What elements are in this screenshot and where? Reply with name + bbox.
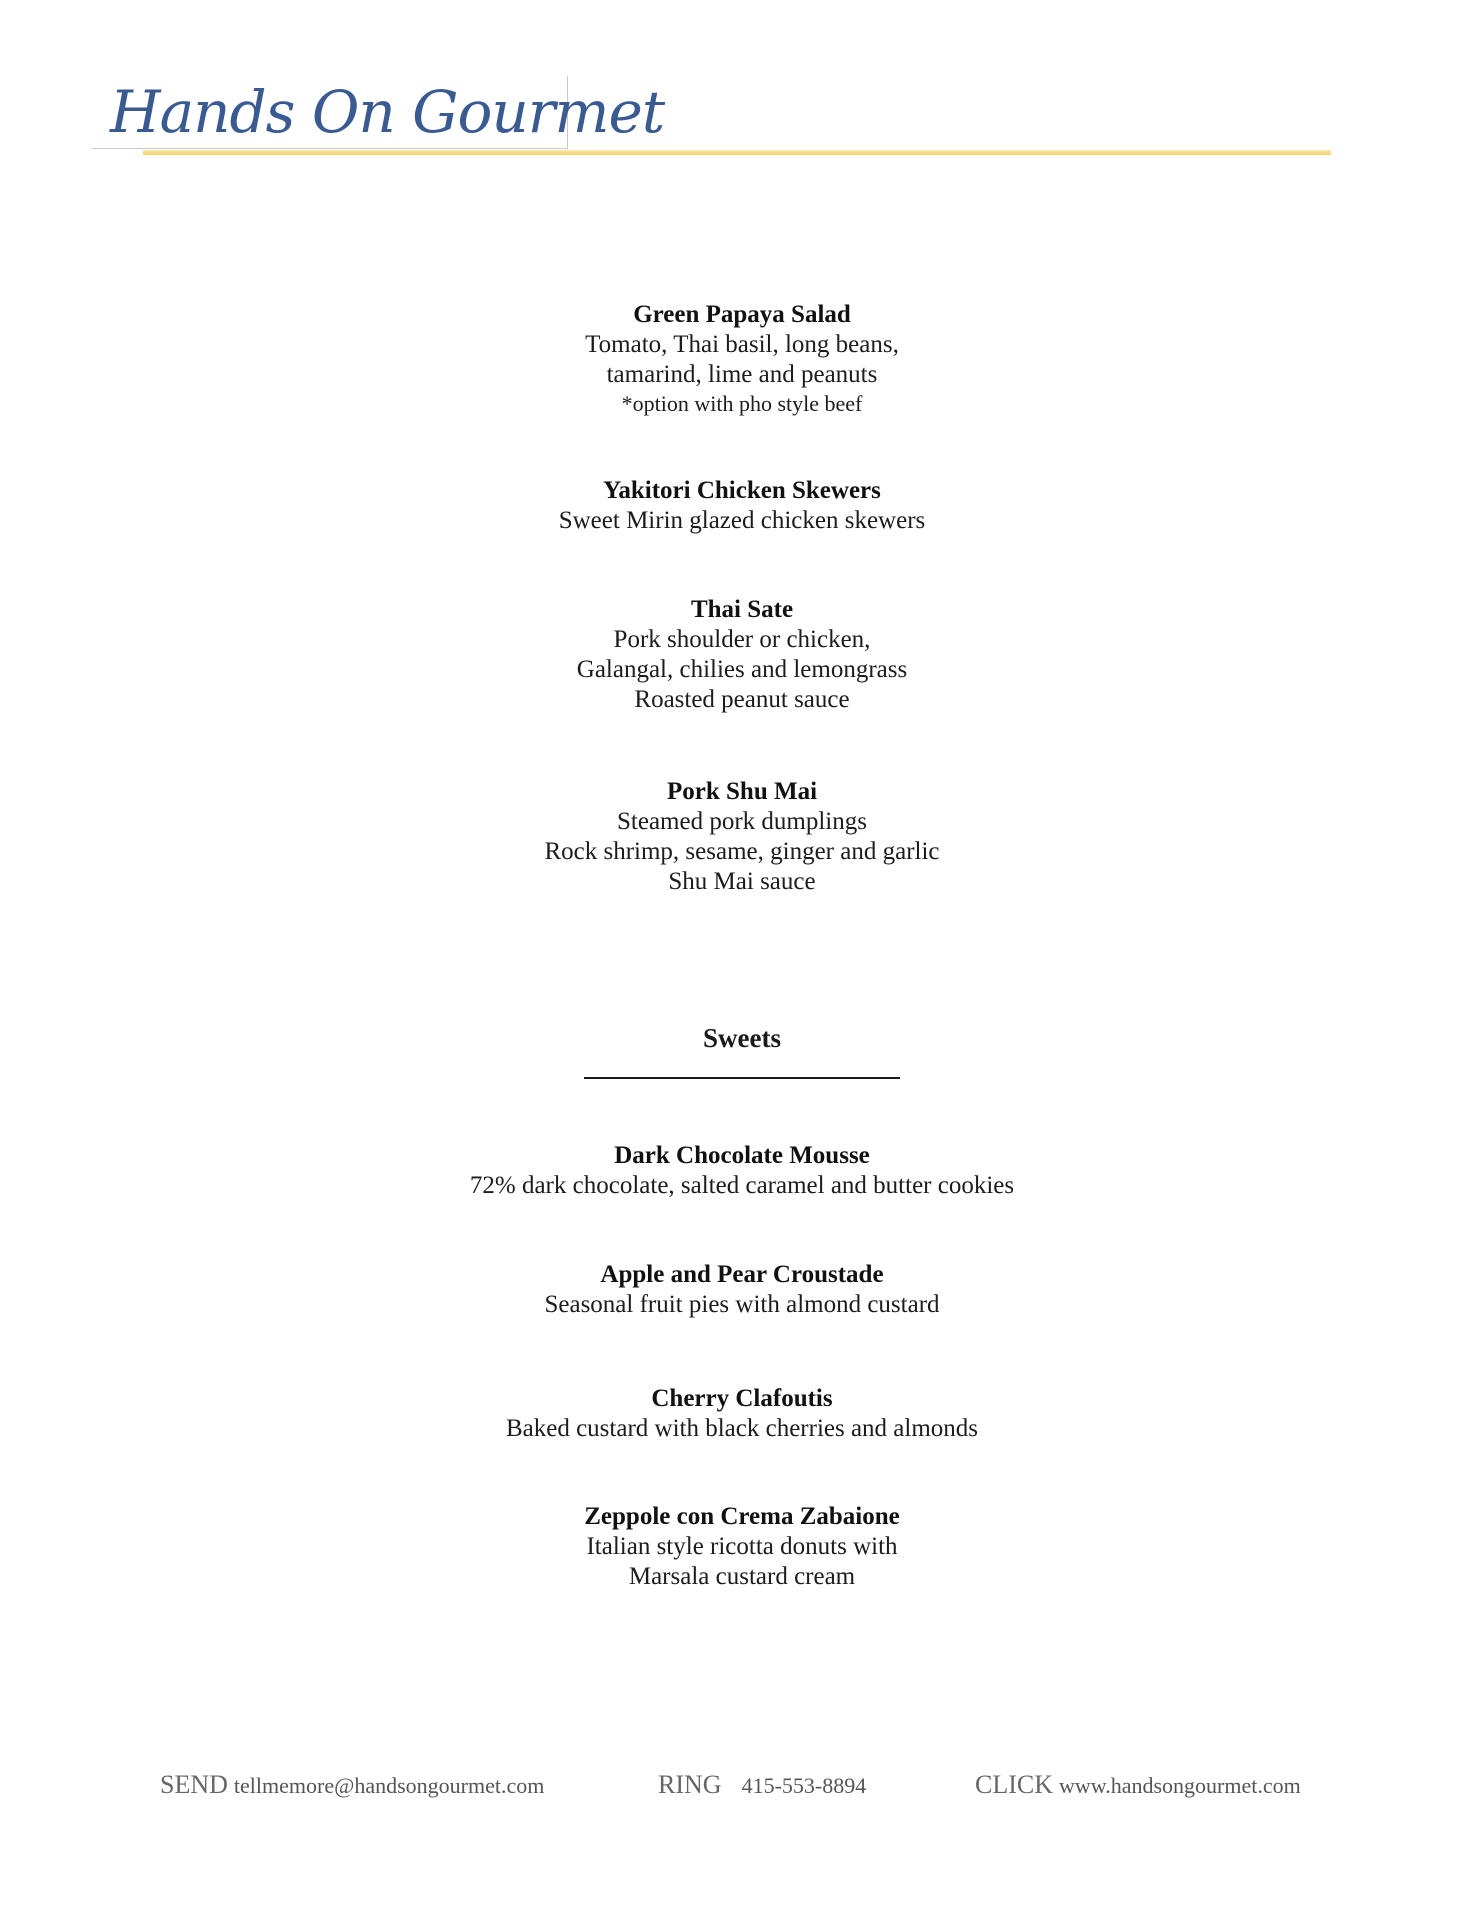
logo — [92, 76, 665, 149]
footer-ring — [658, 1770, 866, 1801]
menu-item-yakitori-chicken-skewers — [0, 476, 1484, 536]
header-divider — [143, 150, 1331, 155]
menu-item-pork-shu-mai — [0, 777, 1484, 897]
menu-item-title: Apple and Pear Croustade — [600, 1261, 884, 1288]
menu-item-description: Steamed pork dumplings — [617, 808, 867, 835]
menu-item-note: *option with pho style beef — [621, 391, 863, 416]
menu-item-description: Tomato, Thai basil, long beans, — [585, 331, 899, 358]
section-divider — [584, 1077, 900, 1079]
menu-item-description: Shu Mai sauce — [668, 868, 816, 895]
phone-link[interactable]: 415-553-8894 — [741, 1773, 867, 1798]
menu-item-description: 72% dark chocolate, salted caramel and butter cookies — [469, 1172, 1015, 1199]
menu-item-thai-sate — [0, 595, 1484, 715]
menu-item-description: Roasted peanut sauce — [634, 686, 850, 713]
menu-item-description: Pork shoulder or chicken, — [613, 626, 871, 653]
footer-click-label: CLICK — [975, 1770, 1053, 1799]
menu-item-dark-chocolate-mousse — [0, 1141, 1484, 1201]
menu-item-title: Dark Chocolate Mousse — [614, 1142, 870, 1169]
footer-send-label: SEND — [160, 1770, 228, 1799]
menu-item-description: Italian style ricotta donuts with — [586, 1533, 898, 1560]
menu-item-title: Zeppole con Crema Zabaione — [584, 1503, 900, 1530]
menu-item-description: Sweet Mirin glazed chicken skewers — [558, 507, 926, 534]
menu-item-description: Seasonal fruit pies with almond custard — [544, 1291, 940, 1318]
menu-item-apple-and-pear-croustade — [0, 1260, 1484, 1320]
menu-item-title: Pork Shu Mai — [666, 778, 818, 805]
footer-ring-label: RING — [658, 1770, 722, 1799]
footer-click — [975, 1770, 1301, 1801]
logo-text: Hands On Gourmet — [110, 78, 665, 146]
section-heading-sweets: Sweets — [703, 1023, 781, 1053]
menu-item-title: Yakitori Chicken Skewers — [603, 477, 881, 504]
menu-item-description: Rock shrimp, sesame, ginger and garlic — [544, 838, 940, 865]
menu-item-zeppole-con-crema-zabaione — [0, 1502, 1484, 1592]
website-link[interactable]: www.handsongourmet.com — [1059, 1773, 1301, 1798]
menu-item-title: Thai Sate — [690, 596, 794, 623]
email-link[interactable]: tellmemore@handsongourmet.com — [233, 1773, 545, 1798]
menu-item-green-papaya-salad — [0, 300, 1484, 418]
menu-item-description: Baked custard with black cherries and almonds — [505, 1415, 979, 1442]
menu-item-title: Cherry Clafoutis — [651, 1385, 833, 1412]
menu-item-title: Green Papaya Salad — [633, 301, 851, 328]
footer-send — [160, 1770, 544, 1801]
menu-item-description: tamarind, lime and peanuts — [606, 361, 878, 388]
menu-item-cherry-clafoutis — [0, 1384, 1484, 1444]
menu-item-description: Marsala custard cream — [628, 1563, 856, 1590]
menu-item-description: Galangal, chilies and lemongrass — [576, 656, 908, 683]
